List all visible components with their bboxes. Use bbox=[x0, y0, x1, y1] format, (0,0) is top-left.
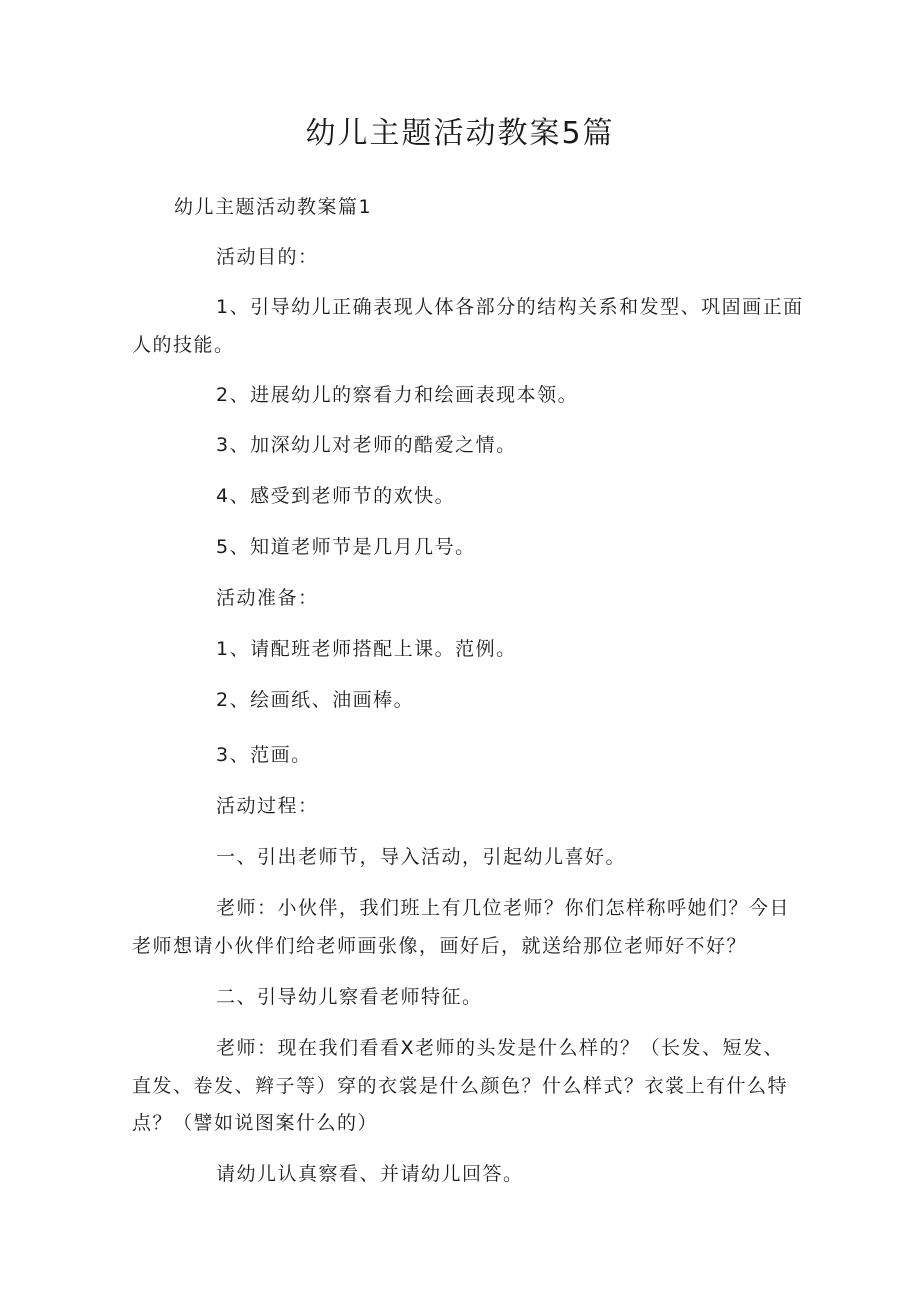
goal-item-1-continued: 人的技能。 bbox=[132, 334, 235, 356]
goal-item-3: 3、加深幼儿对老师的酷爱之情。 bbox=[216, 434, 517, 456]
prep-heading: 活动准备： bbox=[216, 587, 319, 609]
goal-item-4: 4、感受到老师节的欢快。 bbox=[216, 485, 456, 507]
process-step-1: 一、引出老师节，导入活动，引起幼儿喜好。 bbox=[216, 846, 627, 868]
process-paragraph-3: 请幼儿认真察看、并请幼儿回答。 bbox=[216, 1163, 524, 1185]
prep-item-2: 2、绘画纸、油画棒。 bbox=[216, 689, 415, 711]
process-paragraph-2-line-3: 点？（譬如说图案什么的） bbox=[132, 1112, 379, 1134]
process-step-2: 二、引导幼儿察看老师特征。 bbox=[216, 986, 483, 1008]
process-paragraph-1-line-2: 老师想请小伙伴们给老师画张像，画好后，就送给那位老师好不好？ bbox=[132, 935, 748, 957]
goal-item-5: 5、知道老师节是几月几号。 bbox=[216, 536, 476, 558]
prep-item-3: 3、范画。 bbox=[216, 744, 312, 766]
document-title: 幼儿主题活动教案5篇 bbox=[305, 116, 615, 151]
goal-item-2: 2、进展幼儿的察看力和绘画表现本领。 bbox=[216, 384, 579, 406]
process-paragraph-2-line-2: 直发、卷发、辫子等）穿的衣裳是什么颜色？什么样式？衣裳上有什么特 bbox=[132, 1075, 789, 1097]
section-heading: 幼儿主题活动教案篇1 bbox=[174, 196, 373, 218]
prep-item-1: 1、请配班老师搭配上课。范例。 bbox=[216, 638, 517, 660]
process-paragraph-1-line-1: 老师：小伙伴，我们班上有几位老师？你们怎样称呼她们？今日 bbox=[216, 897, 791, 919]
goals-heading: 活动目的： bbox=[216, 246, 319, 268]
goal-item-1: 1、引导幼儿正确表现人体各部分的结构关系和发型、巩固画正面 bbox=[216, 296, 804, 318]
process-heading: 活动过程： bbox=[216, 795, 319, 817]
process-paragraph-2-line-1: 老师：现在我们看看X老师的头发是什么样的？（长发、短发、 bbox=[216, 1037, 785, 1059]
